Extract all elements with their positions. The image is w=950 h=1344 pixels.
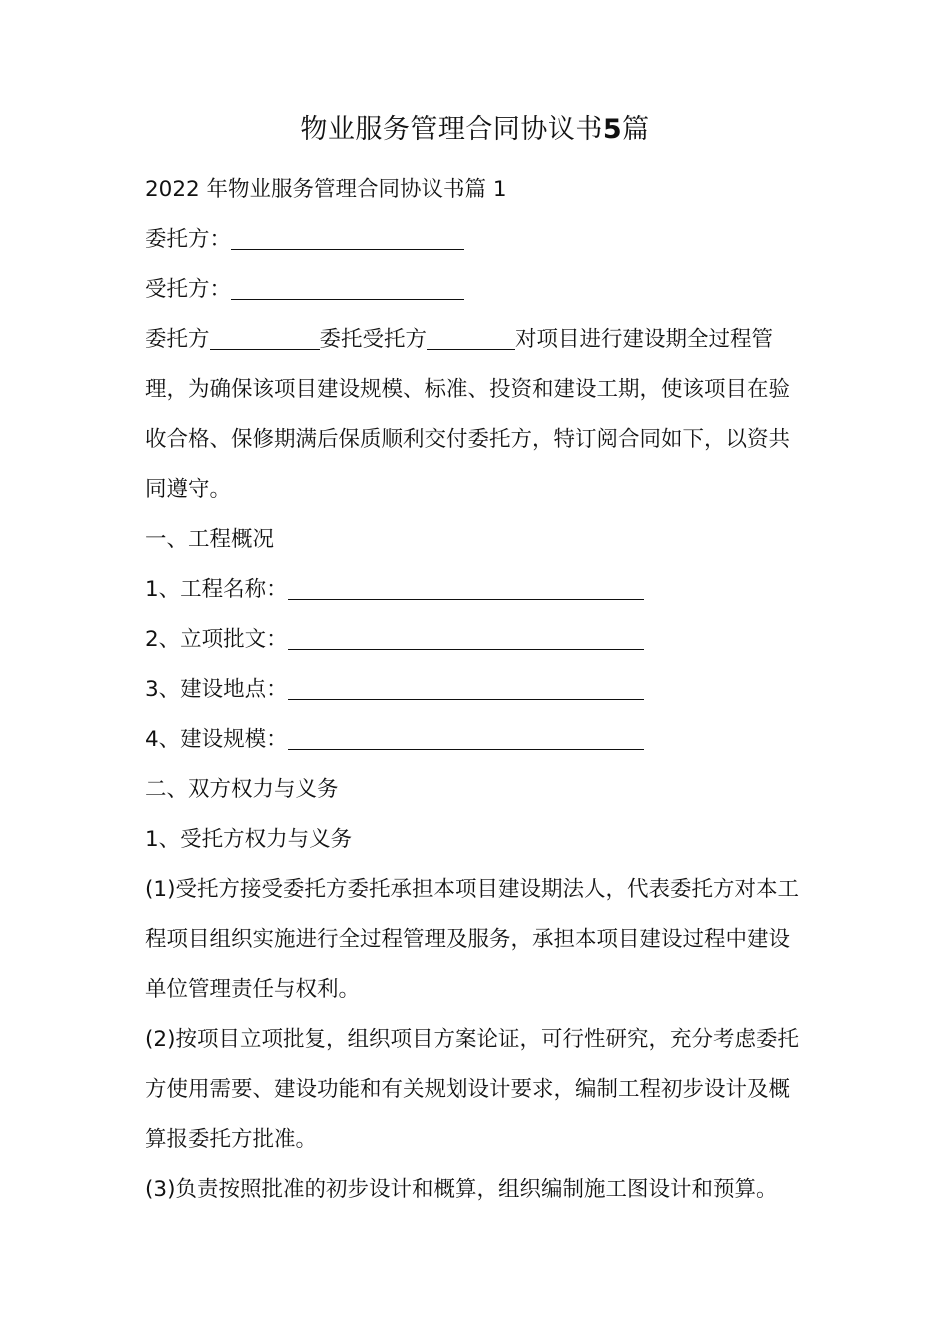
item-approval-label: 2、立项批文： (145, 627, 288, 652)
item-location (145, 665, 815, 715)
item-project-name-blank (288, 575, 644, 600)
client-label: 委托方： (145, 227, 232, 252)
intro-line-1 (145, 315, 815, 365)
item-approval (145, 615, 815, 665)
item-project-name-label: 1、工程名称： (145, 577, 288, 602)
intro-blank-1 (210, 325, 320, 350)
para1-line-1: (1)受托方接受委托方委托承担本项目建设期法人，代表委托方对本工 (145, 877, 799, 902)
title-main: 物业服务管理合同协议书 (300, 114, 603, 145)
trustee-label: 受托方： (145, 277, 232, 302)
para1-line-2: 程项目组织实施进行全过程管理及服务，承担本项目建设过程中建设 (145, 927, 791, 952)
trustee-line (145, 265, 815, 315)
item-scale-label: 4、建设规模： (145, 727, 288, 752)
item-approval-blank (288, 625, 644, 650)
intro-line-3: 收合格、保修期满后保质顺利交付委托方，特订阅合同如下，以资共 (145, 427, 791, 452)
item-scale (145, 715, 815, 765)
para1-line-3: 单位管理责任与权利。 (145, 977, 361, 1002)
para2-line-1: (2)按项目立项批复，组织项目方案论证，可行性研究，充分考虑委托 (145, 1027, 799, 1052)
title-number: 5 (602, 114, 623, 145)
para2-line-3: 算报委托方批准。 (145, 1127, 318, 1152)
para2-line-2: 方使用需要、建设功能和有关规划设计要求，编制工程初步设计及概 (145, 1077, 791, 1102)
client-line (145, 215, 815, 265)
item-scale-blank (288, 725, 644, 750)
document-body (145, 165, 815, 1215)
item-location-label: 3、建设地点： (145, 677, 288, 702)
section-overview: 一、工程概况 (145, 527, 275, 552)
client-blank (231, 225, 464, 250)
subsection-trustee: 1、受托方权力与义务 (145, 827, 353, 852)
title-suffix: 篇 (622, 114, 650, 145)
intro-line-4: 同遵守。 (145, 477, 232, 502)
intro-line-2: 理，为确保该项目建设规模、标准、投资和建设工期，使该项目在验 (145, 377, 791, 402)
intro-part-1: 委托方 (145, 327, 210, 352)
intro-blank-2 (427, 325, 515, 350)
intro-part-3: 对项目进行建设期全过程管 (515, 327, 774, 352)
trustee-blank (231, 275, 464, 300)
para3-line-1: (3)负责按照批准的初步设计和概算，组织编制施工图设计和预算。 (145, 1177, 778, 1202)
intro-part-2: 委托受托方 (319, 327, 428, 352)
item-project-name (145, 565, 815, 615)
section-heading-1: 2022 年物业服务管理合同协议书篇 1 (145, 177, 507, 202)
item-location-blank (288, 675, 644, 700)
section-rights: 二、双方权力与义务 (145, 777, 339, 802)
document-title (0, 108, 950, 152)
